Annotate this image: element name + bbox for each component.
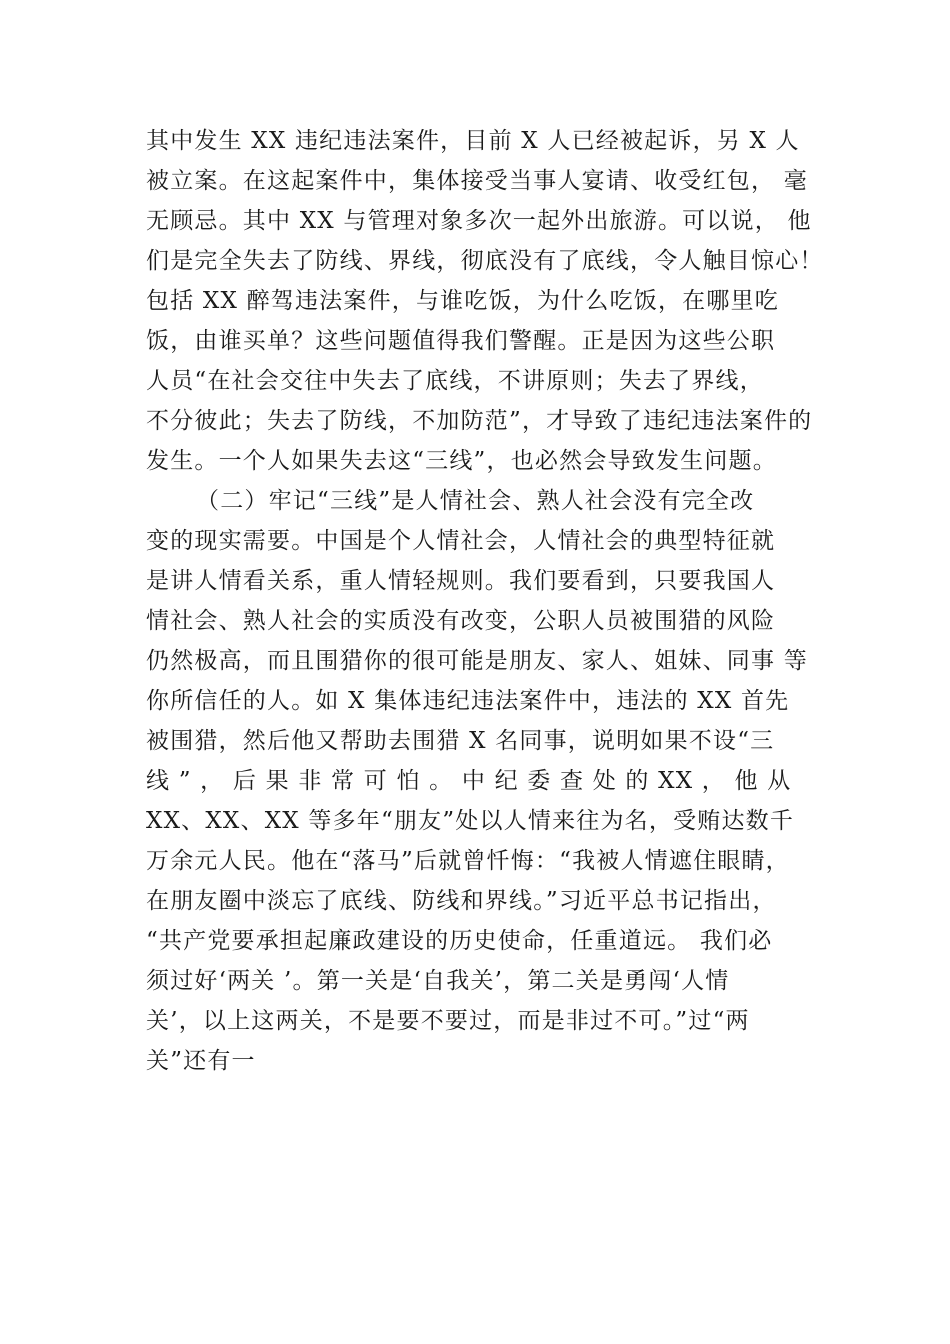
text-line: 人员“在社会交往中失去了底线，不讲原则；失去了界线， — [146, 368, 764, 394]
text-line: 仍然极高，而且围猎你的很可能是朋友、家人、姐妹、同事 等 — [146, 648, 808, 674]
text-line: 包括 XX 醉驾违法案件，与谁吃饭，为什么吃饭，在哪里吃 — [146, 288, 779, 314]
text-line: 发生。一个人如果失去这“三线”，也必然会导致发生问题。 — [146, 448, 777, 474]
section-heading-line: （二）牢记“三线”是人情社会、熟人社会没有完全改 — [196, 488, 755, 514]
text-line: 线 ” ， 后 果 非 常 可 怕 。 中 纪 委 查 处 的 XX ， 他 从 — [146, 768, 792, 794]
text-line: 变的现实需要。中国是个人情社会，人情社会的典型特征就 — [146, 528, 776, 554]
text-line: 情社会、熟人社会的实质没有改变，公职人员被围猎的风险 — [146, 608, 776, 634]
text-line: 关’，以上这两关，不是要不要过，而是非过不可。”过“两 — [146, 1008, 750, 1034]
text-line: 被立案。在这起案件中，集体接受当事人宴请、收受红包， 毫 — [146, 168, 808, 194]
text-line: 不分彼此；失去了防线，不加防范”，才导致了违纪违法案件的 — [146, 408, 813, 434]
text-line: 们是完全失去了防线、界线，彻底没有了底线，令人触目惊心！ — [146, 248, 824, 274]
text-line: 关”还有一 — [146, 1048, 256, 1074]
text-line: 无顾忌。其中 XX 与管理对象多次一起外出旅游。可以说， 他 — [146, 208, 812, 234]
text-line: 在朋友圈中淡忘了底线、防线和界线。”习近平总书记指出， — [146, 888, 777, 914]
text-line: 是讲人情看关系，重人情轻规则。我们要看到，只要我国人 — [146, 568, 776, 594]
text-line: “共产党要承担起廉政建设的历史使命，任重道远。 我们必 — [146, 928, 773, 954]
text-line: XX、XX、XX 等多年“朋友”处以人情来往为名，受贿达数千 — [146, 808, 795, 834]
text-line: 被围猎，然后他又帮助去围猎 X 名同事，说明如果不设“三 — [146, 728, 775, 754]
text-line: 须过好‘两关 ’。第一关是‘自我关’，第二关是勇闯‘人情 — [146, 968, 730, 994]
text-line: 万余元人民。他在“落马”后就曾忏悔：“我被人情遮住眼睛， — [146, 848, 790, 874]
text-line: 饭，由谁买单？这些问题值得我们警醒。正是因为这些公职 — [146, 328, 776, 354]
text-line: 其中发生 XX 违纪违法案件，目前 X 人已经被起诉，另 X 人 — [146, 128, 800, 154]
text-line: 你所信任的人。如 X 集体违纪违法案件中，违法的 XX 首先 — [146, 688, 790, 714]
